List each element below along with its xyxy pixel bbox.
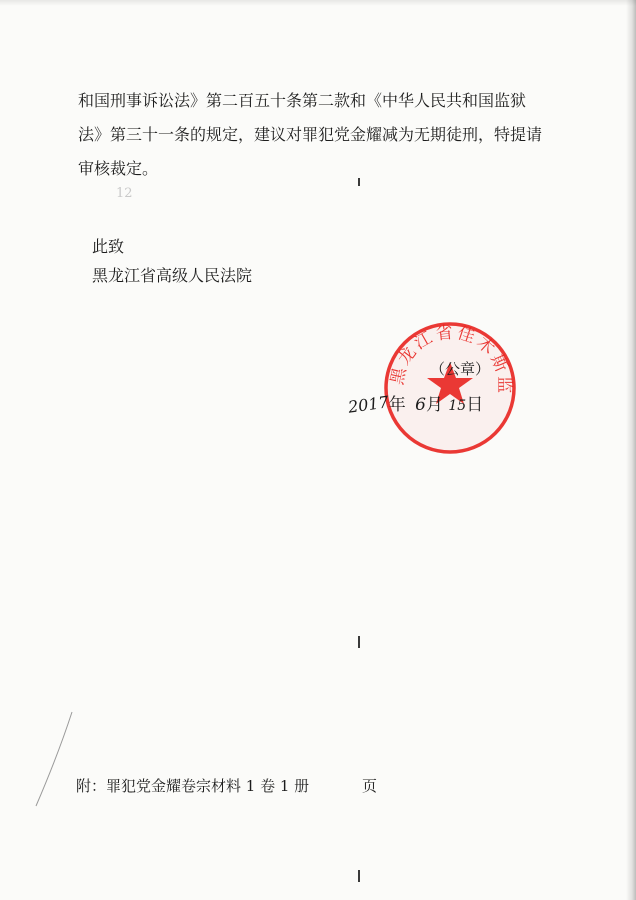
seal-label: （公章）: [430, 360, 491, 378]
margin-tick-mark: [358, 870, 360, 882]
attachment-note: 附：罪犯党金耀卷宗材料 1 卷 1 册: [76, 777, 310, 795]
closing-salutation: [92, 230, 124, 264]
faint-bleedthrough-mark: 12: [116, 186, 133, 201]
signing-date: [348, 390, 483, 415]
margin-tick-mark: [358, 636, 360, 648]
body-line: 审核裁定。: [78, 159, 159, 178]
body-paragraph: [78, 84, 578, 186]
scan-shadow-top: [0, 0, 636, 6]
date-year-char: 年: [388, 395, 406, 415]
body-line: 法》第三十一条的规定，建议对罪犯党金耀减为无期徒刑，特提请: [78, 125, 543, 144]
official-seal: [380, 318, 520, 458]
date-month: 6: [415, 395, 426, 415]
date-month-char: 月: [425, 395, 443, 415]
seal-graphic: [380, 318, 520, 458]
date-day-char: 日: [466, 395, 484, 415]
seal-text: 黑龙江省佳木斯监: [387, 322, 515, 397]
addressee: 黑龙江省高级人民法院: [92, 266, 253, 285]
scan-stray-line: [30, 710, 80, 810]
date-year: 2017: [346, 392, 390, 417]
attachment-page-count: 页: [362, 777, 378, 795]
date-day: 15: [448, 398, 467, 414]
body-line: 和国刑事诉讼法》第二百五十条第二款和《中华人民共和国监狱: [78, 91, 527, 110]
margin-tick-mark: [358, 178, 360, 186]
closing-text: 此致: [92, 237, 125, 256]
scan-shadow-right: [626, 0, 636, 900]
